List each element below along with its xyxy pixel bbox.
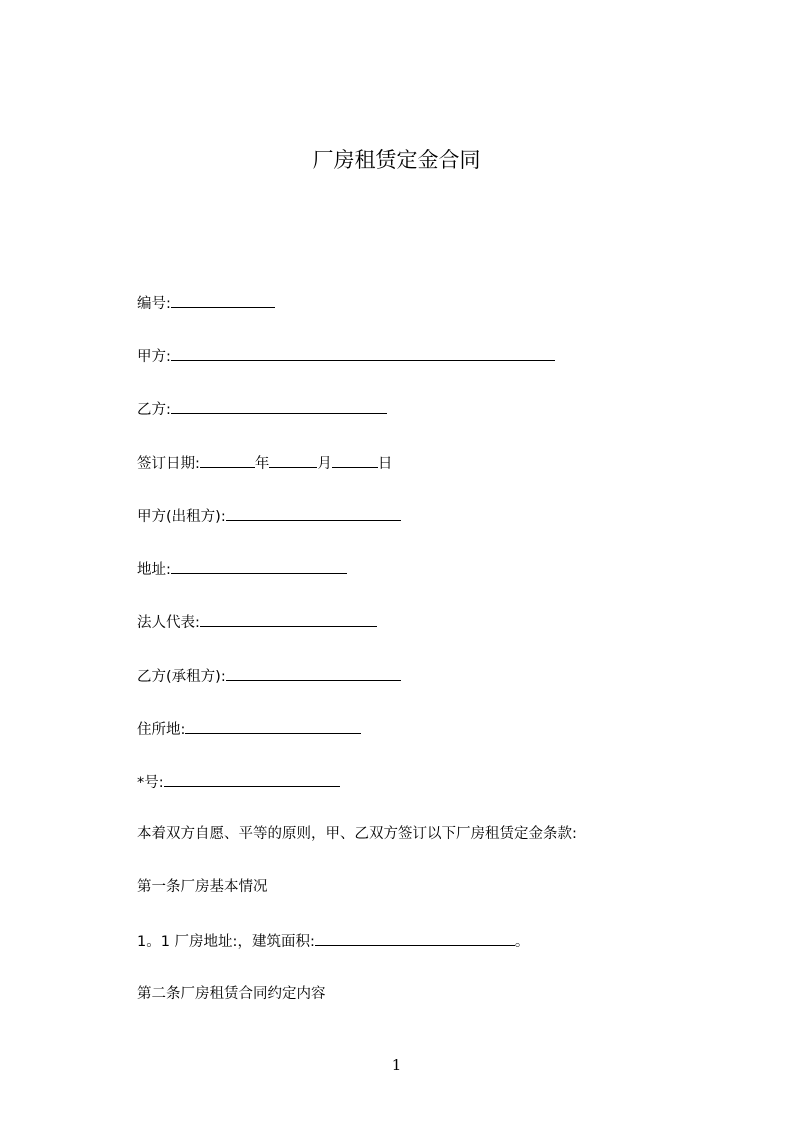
field-lessee — [137, 665, 401, 687]
label: 乙方: — [137, 402, 171, 418]
blank — [171, 558, 347, 574]
blank — [171, 345, 555, 361]
blank — [269, 452, 317, 468]
blank — [171, 292, 275, 308]
field-party-b — [137, 398, 387, 420]
label: 日 — [377, 456, 393, 472]
field-lessor — [137, 505, 401, 527]
field-id-no — [137, 771, 340, 793]
intro-paragraph: 本着双方自愿、平等的原则，甲、乙双方签订以下厂房租赁定金条款: — [137, 826, 577, 842]
label: 1。1 厂房地址:，建筑面积: — [137, 934, 315, 950]
field-sign-date — [137, 452, 392, 474]
label: 甲方(出租方): — [137, 509, 226, 525]
label: 法人代表: — [137, 615, 200, 631]
article-1-heading: 第一条厂房基本情况 — [137, 879, 268, 895]
document-title: 厂房租赁定金合同 — [312, 148, 481, 172]
label: 住所地: — [137, 722, 186, 738]
page-number: 1 — [391, 1056, 402, 1074]
label: 年 — [254, 456, 270, 472]
field-legal-rep — [137, 611, 377, 633]
blank — [226, 505, 401, 521]
field-party-a — [137, 345, 555, 367]
blank — [185, 718, 361, 734]
label: 甲方: — [137, 349, 171, 365]
label: 月 — [317, 456, 332, 472]
blank — [200, 611, 377, 627]
label: 地址: — [137, 562, 171, 578]
blank — [200, 452, 255, 468]
blank — [164, 771, 340, 787]
label: 签订日期: — [137, 456, 200, 472]
label: *号: — [137, 775, 164, 791]
label: 乙方(承租方): — [137, 669, 226, 685]
label: 编号: — [137, 296, 171, 312]
article-2-heading: 第二条厂房租赁合同约定内容 — [137, 986, 326, 1002]
field-number — [137, 292, 275, 314]
field-domicile — [137, 718, 361, 740]
label: 。 — [514, 934, 530, 950]
blank — [171, 398, 387, 414]
blank — [315, 930, 515, 946]
clause-1-1 — [137, 930, 529, 952]
field-address — [137, 558, 347, 580]
blank — [226, 665, 401, 681]
blank — [332, 452, 378, 468]
